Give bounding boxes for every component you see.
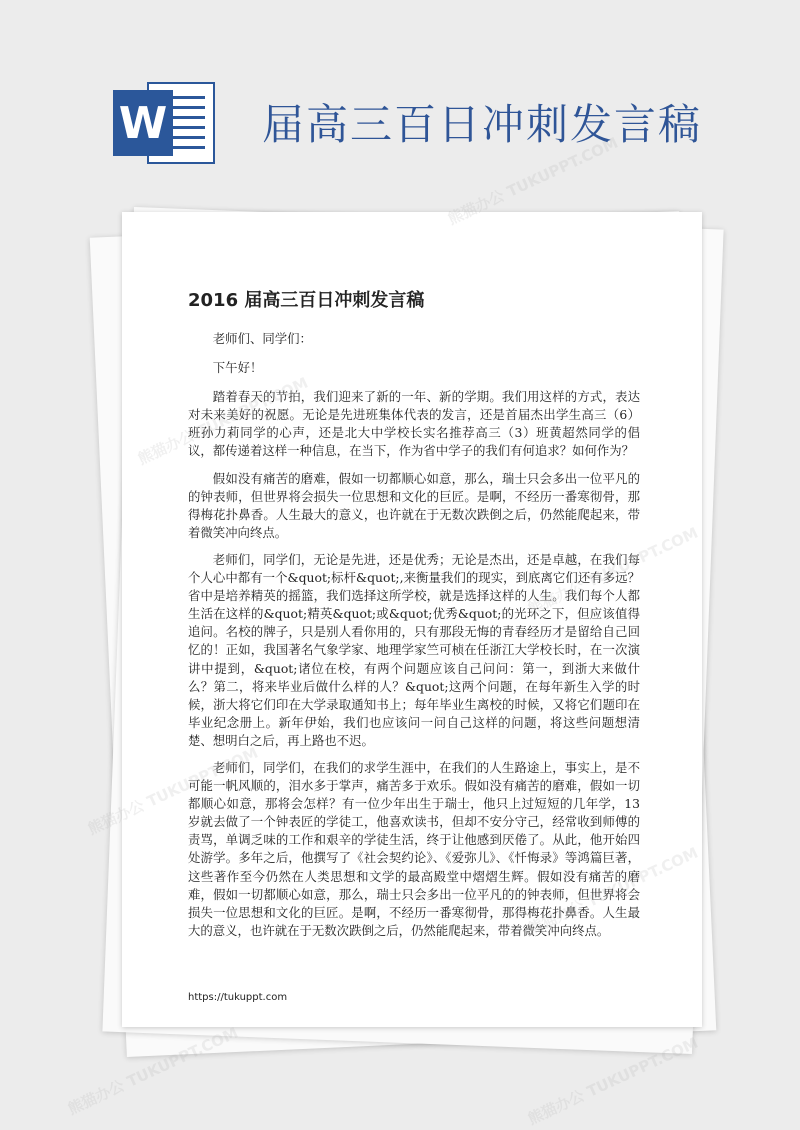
- greeting-line: 老师们、同学们：: [212, 331, 312, 346]
- paragraph-3: 老师们，同学们，无论是先进，还是优秀；无论是杰出，还是卓越，在我们每个人心中都有一个&quot;标杆&quot;,来衡量我们的现实，到底离它们还有多远？省中是培养精英的摇篮，我们选择这所学校，就是选择这样的人生。我们每个人都生活在这样的&quot;精英&quot;或&quot;优秀&quot;的光环之下，但应该值得追问。名校的牌子，只是别人看你用的，只有那段无悔的青春经历才是留给自己回忆的！正如，我国著名气象学家、地理学家竺可桢在任浙江大学校长时，在一次演讲中提到，&quot;诸位在校，有两个问题应该自己问问：第一，到浙大来做什么？第二，将来毕业后做什么样的人？&quot;这两个问题，在每年新生入学的时候，浙大将它们印在大学录取通知书上；每年毕业生离校的时候，又将它们题印在毕业纪念册上。新年伊始，我们也应该问一问自己这样的问题，将这些问题想清楚、想明白之后，再上路也不迟。: [188, 551, 640, 748]
- source-link[interactable]: https://tukuppt.com: [188, 992, 288, 1003]
- document-title: 2016 届高三百日冲刺发言稿: [188, 290, 425, 311]
- greeting-afternoon: 下午好！: [212, 360, 263, 376]
- word-icon: [113, 78, 215, 168]
- banner-title: 届高三百日冲刺发言稿: [262, 100, 703, 149]
- paragraph-2: 假如没有痛苦的磨难，假如一切都顺心如意，那么，瑞士只会多出一位平凡的的钟表师，但世界将会损失一位思想和文化的巨匠。是啊，不经历一番寒彻骨，那得梅花扑鼻香。人生最大的意义，也许就在于无数次跌倒之后，仍然能爬起来，带着微笑冲向终点。: [188, 470, 640, 540]
- watermark-text: 熊猫办公 TUKUPPT.COM: [525, 1033, 701, 1129]
- watermark-text: 熊猫办公 TUKUPPT.COM: [65, 1023, 241, 1119]
- document-page: [122, 212, 702, 1027]
- watermark-text: 熊猫办公 TUKUPPT.COM: [445, 133, 621, 229]
- header: [0, 0, 800, 190]
- word-letter-badge: W: [113, 90, 173, 156]
- paragraph-4: 老师们，同学们，在我们的求学生涯中，在我们的人生路途上，事实上，是不可能一帆风顺的，泪水多于掌声，痛苦多于欢乐。假如没有痛苦的磨难，假如一切都顺心如意，那将会怎样？有一位少年出生于瑞士，他只上过短短的几年学，13 岁就去做了一个钟表匠的学徒工，他喜欢读书，但却不安分守己，经常收到师傅的责骂，单调乏味的工作和艰辛的学徒生活，终于让他感到厌倦了。从此，他开始四处游学。多年之后，他撰写了《社会契约论》、《爱弥儿》、《忏悔录》等鸿篇巨著，这些著作至今仍然在人类思想和文学的最高殿堂中熠熠生辉。假如没有痛苦的磨难，假如一切都顺心如意，那么，瑞士只会多出一位平凡的的钟表师，但世界将会损失一位思想和文化的巨匠。是啊，不经历一番寒彻骨，那得梅花扑鼻香。人生最大的意义，也许就在于无数次跌倒之后，仍然能爬起来，带着微笑冲向终点。: [188, 759, 640, 938]
- paragraph-1: 踏着春天的节拍，我们迎来了新的一年、新的学期。我们用这样的方式，表达对未来美好的祝愿。无论是先进班集体代表的发言，还是首届杰出学生高三（6）班孙力莉同学的心声，还是北大中学校长实名推荐高三（3）班黄超然同学的倡议，都传递着这样一种信息，在当下，作为省中学子的我们有何追求？如何作为？: [188, 389, 640, 459]
- document-body: [188, 330, 640, 949]
